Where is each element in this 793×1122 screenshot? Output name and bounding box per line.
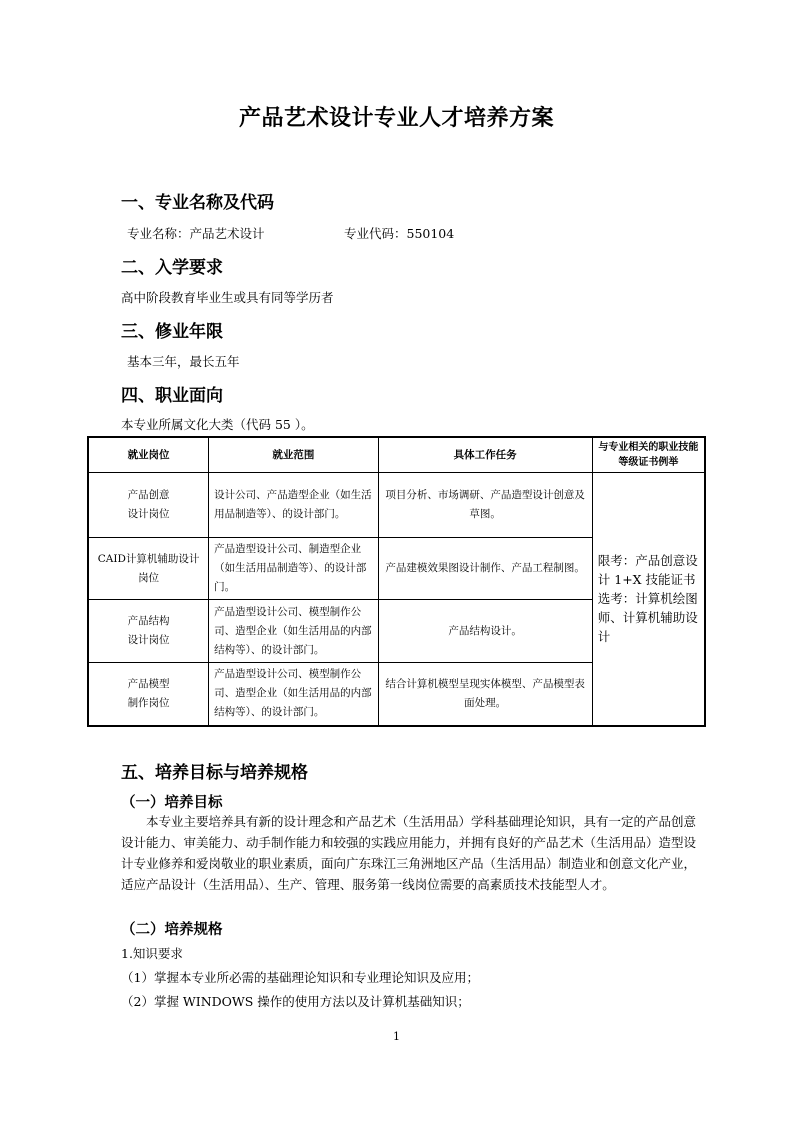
page-number: 1 [393,1030,400,1043]
section5-heading: 五、培养目标与培养规格 [121,763,308,783]
training-goal-text: 本专业主要培养具有新的设计理念和产品艺术（生活用品）学科基础理论知识，具有一定的产品创意设计能力、审美能力、动手制作能力和较强的实践应用能力，并拥有良好的产品艺术（生活用品）造型设计专业修养和爱岗敬业的职业素质，面向广东珠江三角洲地区产品（生活用品）制造业和创意文化产业，适应产品设计（生活用品）、生产、管理、服务第一线岗位需要的高素质技术技能型人才。 [121,814,697,892]
section1-heading: 一、专业名称及代码 [121,193,274,213]
post-cell: CAID计算机辅助设计岗位 [88,538,209,600]
task-cell: 产品建模效果图设计制作、产品工程制图。 [378,538,592,600]
scope-cell: 产品造型设计公司、制造型企业（如生活用品制造等）、的设计部门。 [209,538,378,600]
post-cell: 产品结构 设计岗位 [88,600,209,663]
scope-cell: 产品造型设计公司、模型制作公司、造型企业（如生活用品的内部结构等）、的设计部门。 [209,663,378,726]
task-cell: 项目分析、市场调研、产品造型设计创意及草图。 [378,473,592,538]
list-item: （2）掌握 WINDOWS 操作的使用方法以及计算机基础知识； [121,994,470,1009]
section4-heading: 四、职业面向 [121,386,223,406]
major-code: 专业代码：550104 [344,226,455,241]
entry-requirement: 高中阶段教育毕业生或具有同等学历者 [121,290,334,305]
knowledge-requirement-title: 1.知识要求 [121,946,183,961]
table-header-row [88,437,705,473]
training-goal-heading: （一）培养目标 [121,795,223,811]
scope-cell: 设计公司、产品造型企业（如生活用品制造等）、的设计部门。 [209,473,378,538]
career-intro: 本专业所属文化大类（代码 55 ）。 [121,417,314,432]
table-row [88,473,705,538]
section2-heading: 二、入学要求 [121,258,223,278]
header-task: 具体工作任务 [378,437,592,473]
study-duration: 基本三年，最长五年 [127,354,240,369]
major-name: 专业名称：产品艺术设计 [127,226,265,241]
list-item: （1）掌握本专业所必需的基础理论知识和专业理论知识及应用； [121,970,479,985]
header-scope: 就业范围 [209,437,378,473]
scope-cell: 产品造型设计公司、模型制作公司、造型企业（如生活用品的内部结构等）、的设计部门。 [209,600,378,663]
header-certificate: 与专业相关的职业技能等级证书例举 [592,437,705,473]
certificate-cell: 限考：产品创意设计 1+X 技能证书 选考：计算机绘图师、计算机辅助设计 [592,473,705,726]
post-cell: 产品创意 设计岗位 [88,473,209,538]
document-title: 产品艺术设计专业人才培养方案 [238,106,554,131]
header-post: 就业岗位 [88,437,209,473]
section3-heading: 三、修业年限 [121,322,223,342]
task-cell: 结合计算机模型呈现实体模型、产品模型表面处理。 [378,663,592,726]
training-spec-heading: （二）培养规格 [121,922,223,938]
task-cell: 产品结构设计。 [378,600,592,663]
career-table [87,436,706,727]
post-cell: 产品模型 制作岗位 [88,663,209,726]
